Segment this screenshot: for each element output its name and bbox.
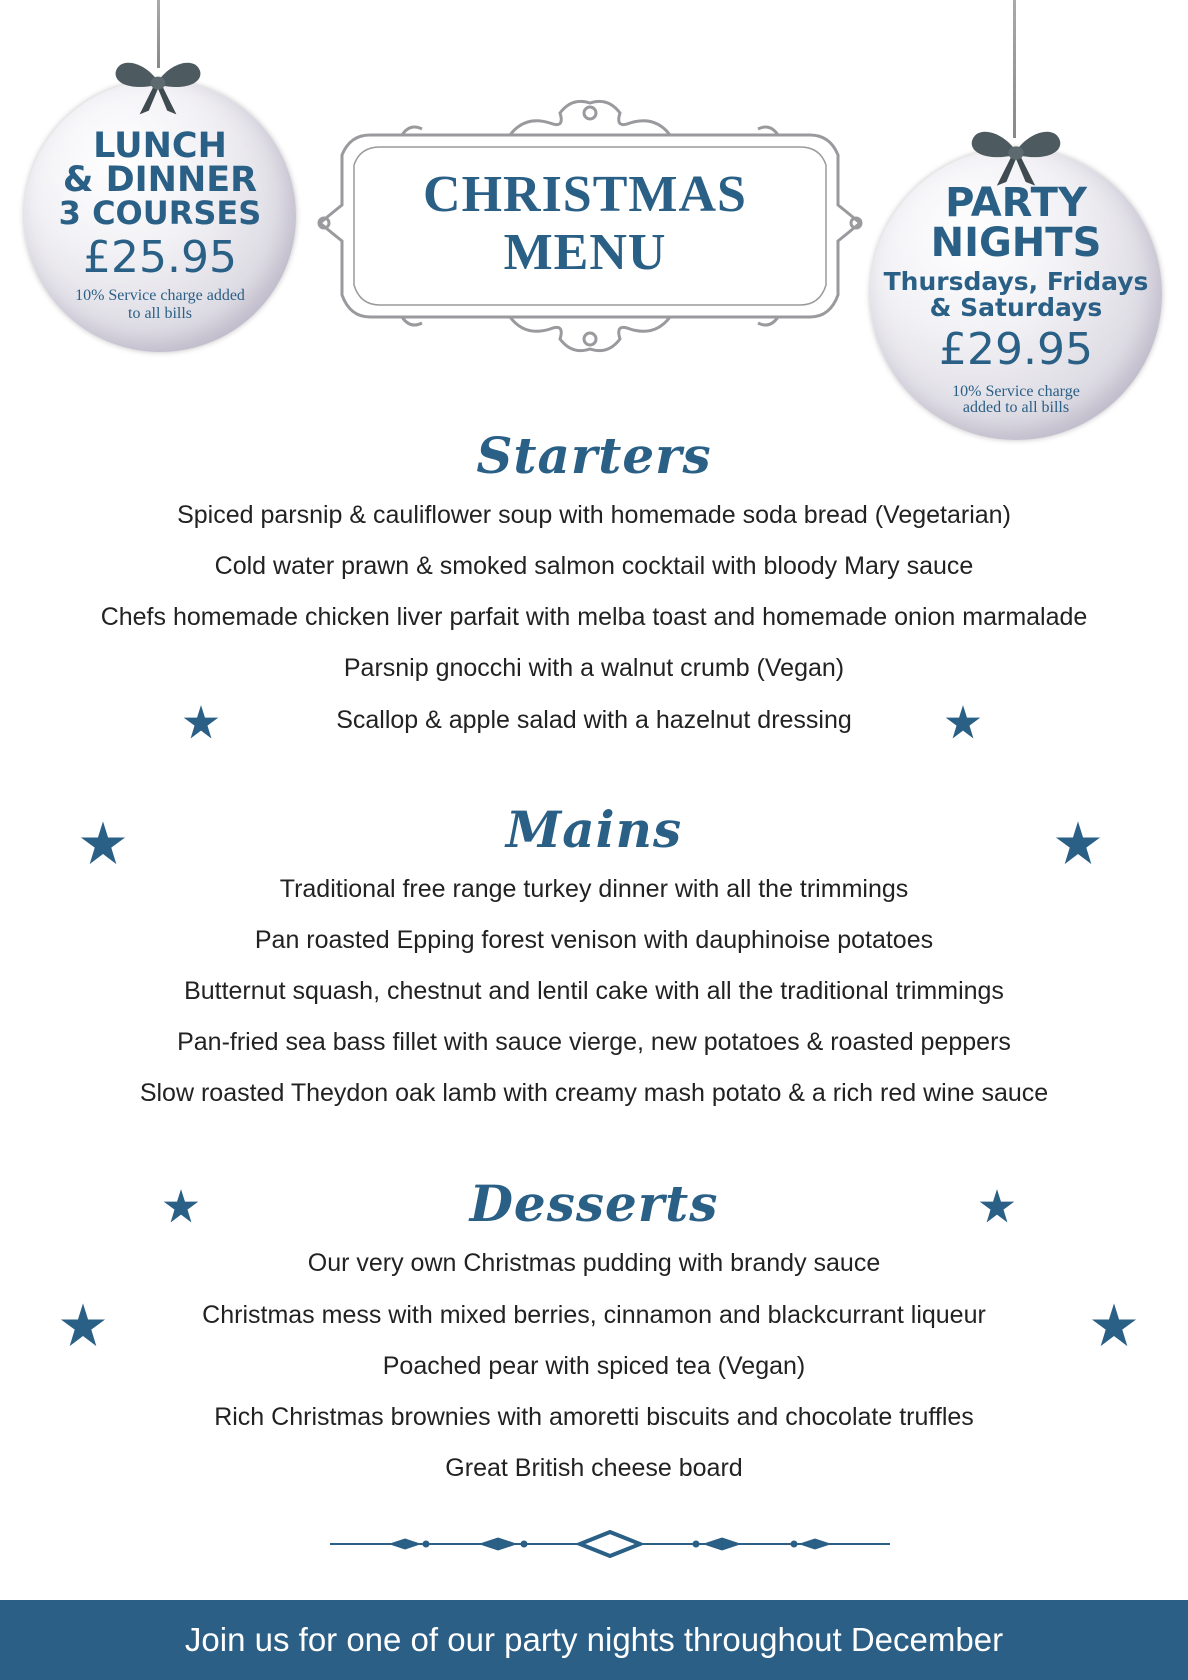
main-item: Pan roasted Epping forest venison with dauphinoise potatoes <box>254 926 934 954</box>
bauble-party-nights <box>870 148 1162 440</box>
bauble-left-note2: to all bills <box>128 305 192 322</box>
bauble-right-line1: PARTY <box>945 180 1087 226</box>
dessert-item: Christmas mess with mixed berries, cinnamon and blackcurrant liqueur <box>202 1301 986 1329</box>
bauble-right-line3: Thursdays, Fridays <box>883 267 1149 296</box>
main-item: Traditional free range turkey dinner with all the trimmings <box>279 875 909 903</box>
dessert-item: Great British cheese board <box>445 1454 743 1482</box>
bauble-right-line2: NIGHTS <box>930 220 1102 266</box>
star-icon <box>979 1188 1015 1224</box>
bauble-left-line1: LUNCH <box>93 126 227 166</box>
bauble-right-price: £29.95 <box>939 324 1093 375</box>
dessert-item: Rich Christmas brownies with amoretti biscuits and chocolate truffles <box>214 1403 974 1431</box>
desserts-heading: Desserts <box>469 1174 719 1233</box>
bauble-right-line4: & Saturdays <box>929 293 1103 322</box>
bauble-right-note1: 10% Service charge <box>952 383 1080 400</box>
starter-item: Cold water prawn & smoked salmon cocktail with bloody Mary sauce <box>214 552 974 580</box>
bauble-right-note2: added to all bills <box>962 399 1070 416</box>
footer-banner: Join us for one of our party nights throughout December <box>0 1600 1188 1680</box>
bauble-left-line3: 3 COURSES <box>58 194 262 232</box>
main-item: Slow roasted Theydon oak lamb with creamy mash potato & a rich red wine sauce <box>139 1079 1049 1107</box>
mains-heading: Mains <box>505 800 683 859</box>
star-icon <box>1054 820 1102 866</box>
page-title-line2: MENU <box>503 224 667 281</box>
dessert-item: Our very own Christmas pudding with brandy sauce <box>307 1249 881 1277</box>
starter-item: Chefs homemade chicken liver parfait with melba toast and homemade onion marmalade <box>100 603 1088 631</box>
main-item: Butternut squash, chestnut and lentil cake with all the traditional trimmings <box>184 977 1004 1005</box>
page-title-line1: CHRISTMAS <box>423 166 747 223</box>
bow-icon <box>968 118 1064 190</box>
divider-ornament <box>330 1530 890 1558</box>
star-icon <box>79 820 127 866</box>
starter-item: Scallop & apple salad with a hazelnut dressing <box>336 706 852 734</box>
main-item: Pan-fried sea bass fillet with sauce vierge, new potatoes & roasted peppers <box>177 1028 1011 1056</box>
starter-item: Spiced parsnip & cauliflower soup with homemade soda bread (Vegetarian) <box>177 501 1011 529</box>
star-icon <box>183 704 219 740</box>
star-icon <box>945 704 981 740</box>
star-icon <box>59 1302 107 1348</box>
bauble-left-line2: & DINNER <box>62 160 258 200</box>
starters-heading: Starters <box>476 426 712 485</box>
starter-item: Parsnip gnocchi with a walnut crumb (Vegan) <box>343 654 845 682</box>
bow-icon <box>112 50 204 118</box>
star-icon <box>163 1188 199 1224</box>
star-icon <box>1090 1302 1138 1348</box>
bauble-lunch-dinner <box>24 80 296 352</box>
bauble-left-price: £25.95 <box>83 232 237 283</box>
bauble-left-note1: 10% Service charge added <box>75 287 245 304</box>
dessert-item: Poached pear with spiced tea (Vegan) <box>382 1352 806 1380</box>
